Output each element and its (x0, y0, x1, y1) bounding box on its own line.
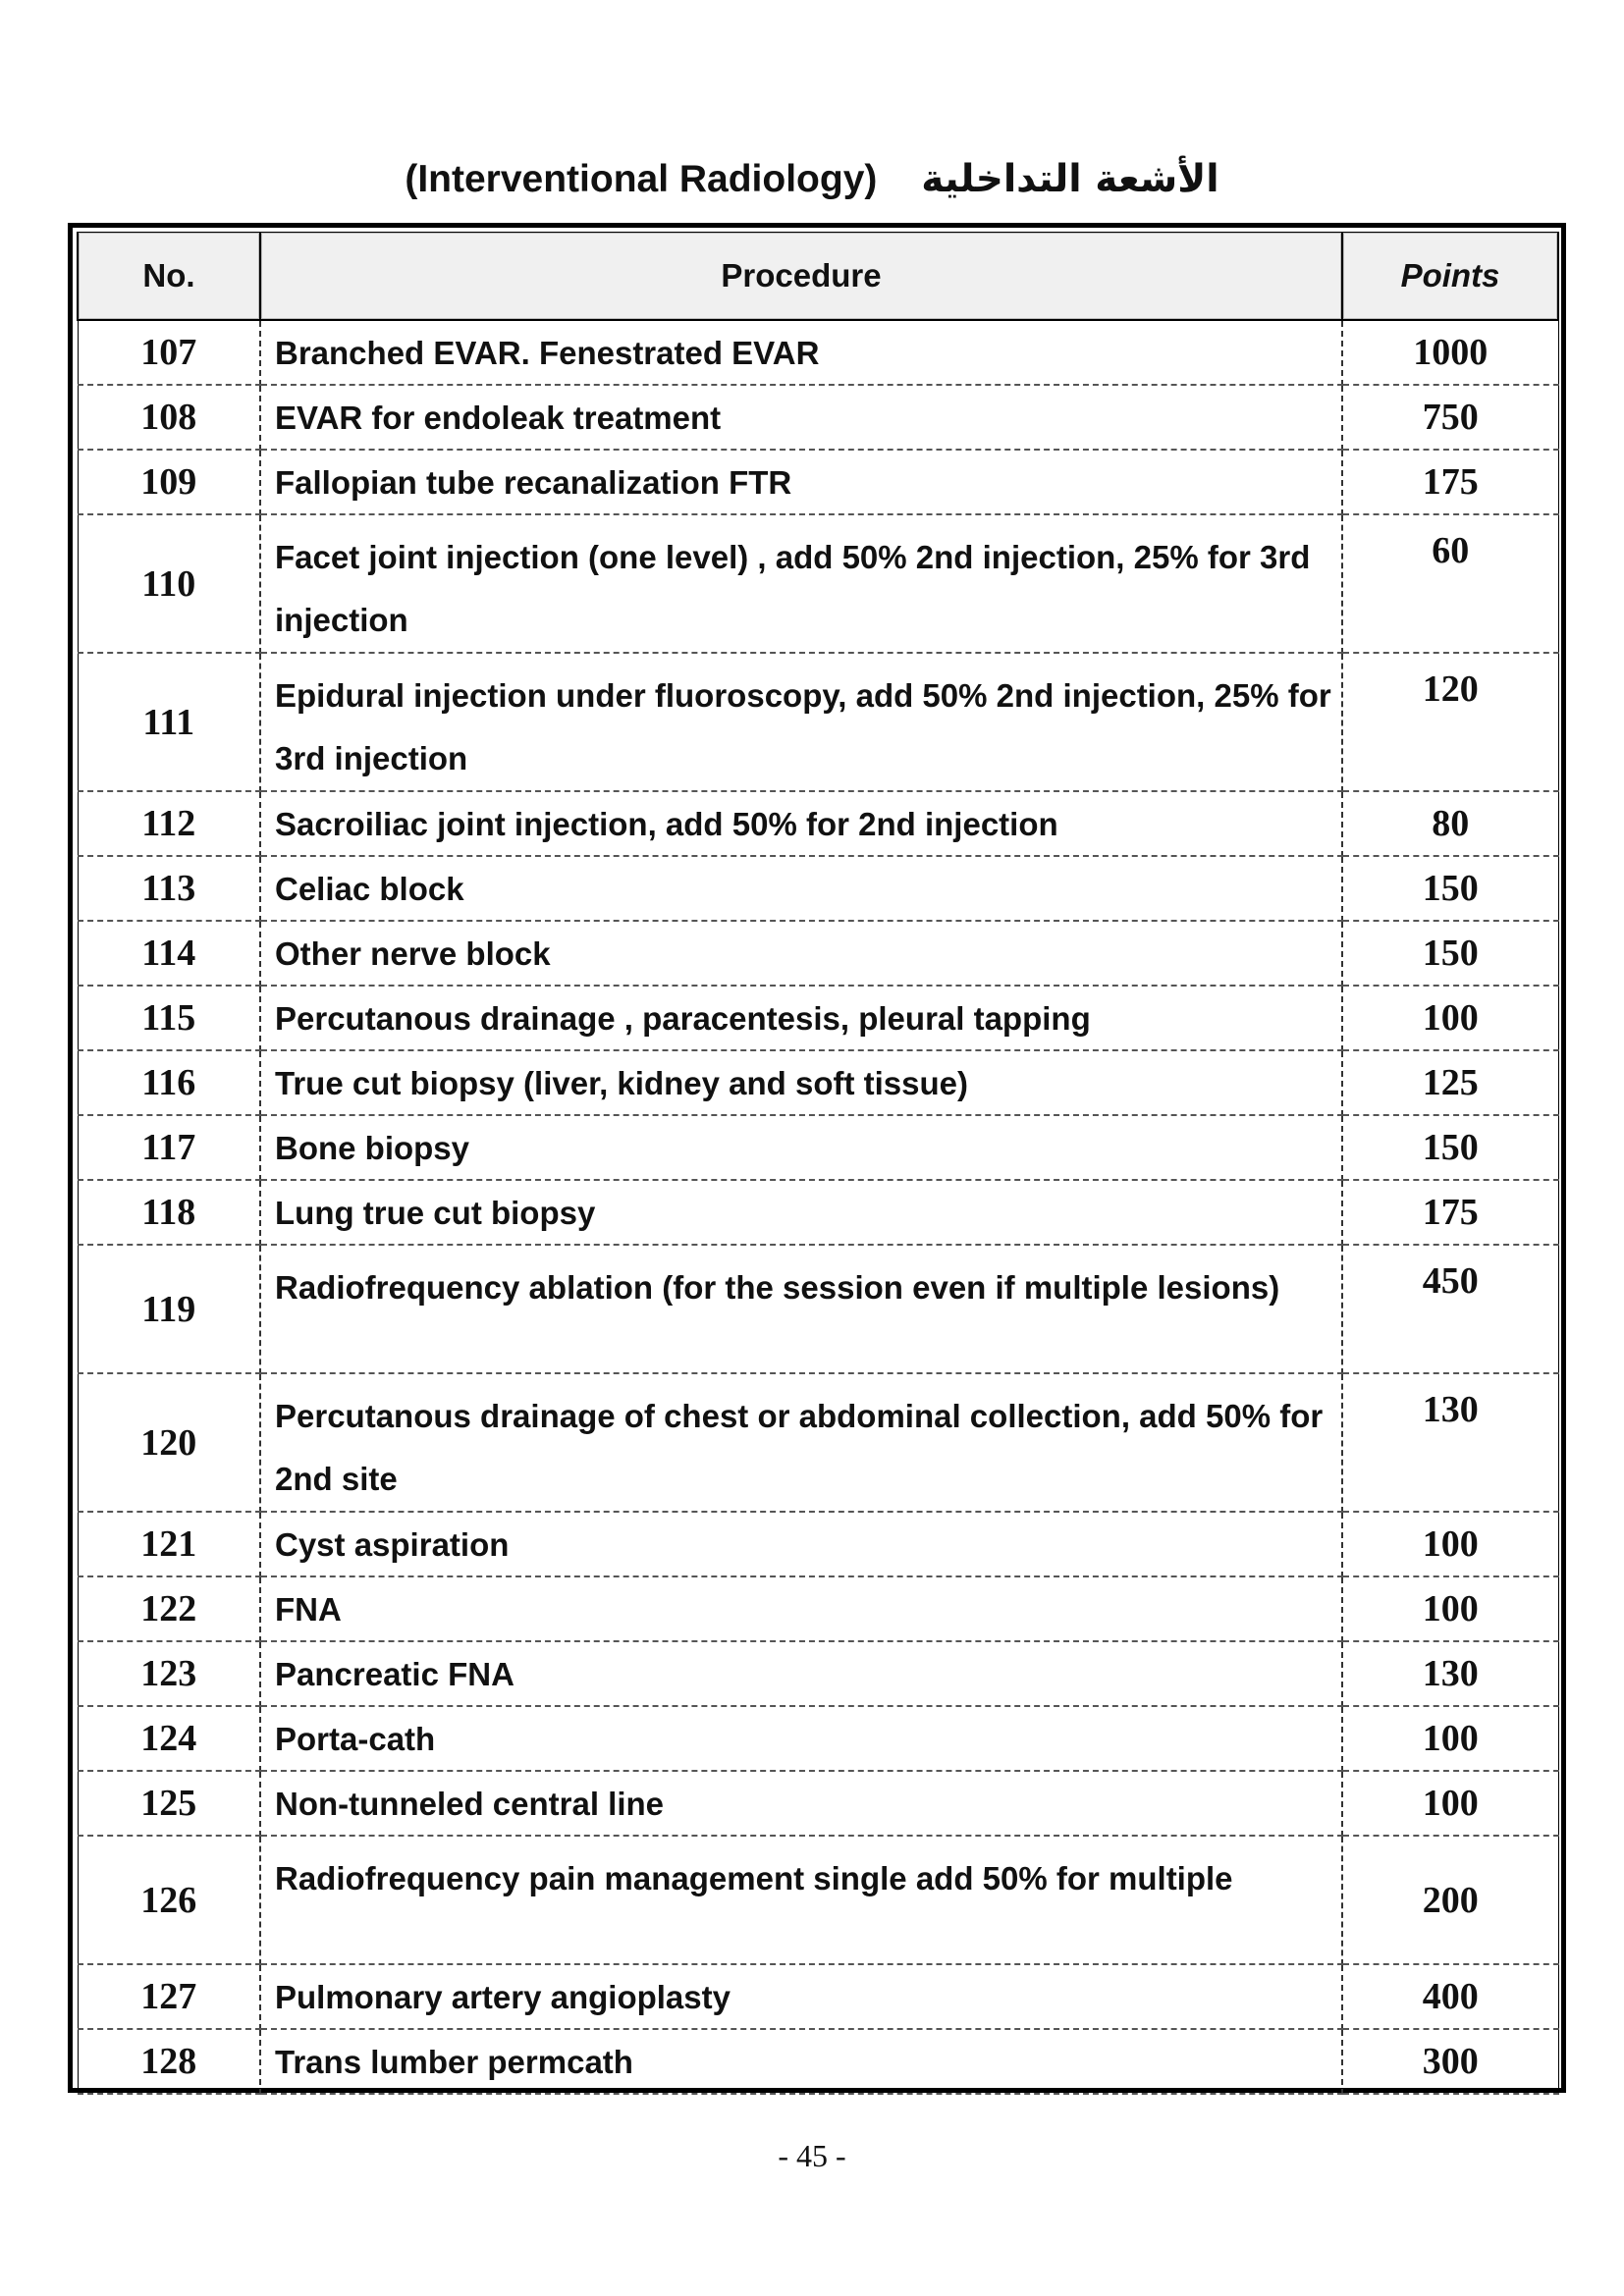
row-number: 114 (78, 921, 260, 986)
row-number: 121 (78, 1512, 260, 1576)
table-row (78, 2029, 1558, 2094)
procedure-points: 100 (1342, 1771, 1558, 1836)
table-row (78, 514, 1558, 653)
procedure-name: FNA (260, 1576, 1342, 1641)
procedure-name: Branched EVAR. Fenestrated EVAR (260, 320, 1342, 385)
procedure-table (77, 232, 1559, 2095)
procedure-name: Trans lumber permcath (260, 2029, 1342, 2094)
procedure-points: 100 (1342, 1706, 1558, 1771)
table-row (78, 1964, 1558, 2029)
procedure-name: Percutanous drainage of chest or abdominal collection, add 50% for 2nd site (260, 1373, 1342, 1512)
procedure-name: Epidural injection under fluoroscopy, add 50% 2nd injection, 25% for 3rd injection (260, 653, 1342, 791)
table-row (78, 1245, 1558, 1373)
procedure-name: Sacroiliac joint injection, add 50% for 2nd injection (260, 791, 1342, 856)
procedure-points: 150 (1342, 921, 1558, 986)
table-row (78, 1576, 1558, 1641)
procedure-points: 300 (1342, 2029, 1558, 2094)
row-number: 128 (78, 2029, 260, 2094)
table-row (78, 450, 1558, 514)
procedure-name: Cyst aspiration (260, 1512, 1342, 1576)
procedure-points: 130 (1342, 1373, 1558, 1512)
table-row (78, 1512, 1558, 1576)
row-number: 111 (78, 653, 260, 791)
procedure-name: Radiofrequency ablation (for the session even if multiple lesions) (260, 1245, 1342, 1373)
table-row (78, 1771, 1558, 1836)
table-row (78, 385, 1558, 450)
row-number: 120 (78, 1373, 260, 1512)
title-english: (Interventional Radiology) (405, 158, 878, 200)
procedure-table-frame (68, 223, 1566, 2093)
procedure-points: 130 (1342, 1641, 1558, 1706)
table-row (78, 320, 1558, 385)
row-number: 125 (78, 1771, 260, 1836)
procedure-points: 150 (1342, 1115, 1558, 1180)
row-number: 108 (78, 385, 260, 450)
table-row (78, 856, 1558, 921)
procedure-points: 120 (1342, 653, 1558, 791)
table-header-row (78, 233, 1558, 321)
table-row (78, 921, 1558, 986)
procedure-points: 175 (1342, 1180, 1558, 1245)
procedure-points: 450 (1342, 1245, 1558, 1373)
table-row (78, 1373, 1558, 1512)
page-number: - 45 - (778, 2138, 846, 2173)
row-number: 127 (78, 1964, 260, 2029)
procedure-points: 400 (1342, 1964, 1558, 2029)
table-row (78, 1050, 1558, 1115)
table-row (78, 986, 1558, 1050)
row-number: 113 (78, 856, 260, 921)
procedure-points: 150 (1342, 856, 1558, 921)
procedure-name: Facet joint injection (one level) , add 50% 2nd injection, 25% for 3rd injection (260, 514, 1342, 653)
row-number: 116 (78, 1050, 260, 1115)
header-procedure: Procedure (260, 233, 1342, 321)
row-number: 119 (78, 1245, 260, 1373)
table-row (78, 1706, 1558, 1771)
procedure-points: 1000 (1342, 320, 1558, 385)
table-row (78, 791, 1558, 856)
table-row (78, 1180, 1558, 1245)
table-row (78, 1641, 1558, 1706)
procedure-name: Lung true cut biopsy (260, 1180, 1342, 1245)
procedure-name: Pancreatic FNA (260, 1641, 1342, 1706)
procedure-name: Non-tunneled central line (260, 1771, 1342, 1836)
procedure-name: Percutanous drainage , paracentesis, pleural tapping (260, 986, 1342, 1050)
row-number: 118 (78, 1180, 260, 1245)
header-points: Points (1342, 233, 1558, 321)
row-number: 107 (78, 320, 260, 385)
procedure-name: Other nerve block (260, 921, 1342, 986)
row-number: 109 (78, 450, 260, 514)
procedure-name: Fallopian tube recanalization FTR (260, 450, 1342, 514)
table-row (78, 653, 1558, 791)
row-number: 122 (78, 1576, 260, 1641)
procedure-name: True cut biopsy (liver, kidney and soft tissue) (260, 1050, 1342, 1115)
row-number: 112 (78, 791, 260, 856)
title-arabic: الأشعة التداخلية (921, 157, 1219, 201)
procedure-name: Radiofrequency pain management single add 50% for multiple (260, 1836, 1342, 1964)
row-number: 110 (78, 514, 260, 653)
procedure-name: Pulmonary artery angioplasty (260, 1964, 1342, 2029)
procedure-name: EVAR for endoleak treatment (260, 385, 1342, 450)
procedure-points: 200 (1342, 1836, 1558, 1964)
procedure-points: 100 (1342, 1576, 1558, 1641)
procedure-name: Porta-cath (260, 1706, 1342, 1771)
procedure-points: 100 (1342, 1512, 1558, 1576)
row-number: 126 (78, 1836, 260, 1964)
header-no: No. (78, 233, 260, 321)
procedure-points: 100 (1342, 986, 1558, 1050)
procedure-points: 80 (1342, 791, 1558, 856)
procedure-points: 60 (1342, 514, 1558, 653)
table-row (78, 1836, 1558, 1964)
procedure-name: Bone biopsy (260, 1115, 1342, 1180)
procedure-points: 125 (1342, 1050, 1558, 1115)
row-number: 117 (78, 1115, 260, 1180)
procedure-points: 750 (1342, 385, 1558, 450)
table-row (78, 1115, 1558, 1180)
row-number: 123 (78, 1641, 260, 1706)
page-title (0, 157, 1624, 201)
procedure-points: 175 (1342, 450, 1558, 514)
row-number: 124 (78, 1706, 260, 1771)
row-number: 115 (78, 986, 260, 1050)
procedure-name: Celiac block (260, 856, 1342, 921)
